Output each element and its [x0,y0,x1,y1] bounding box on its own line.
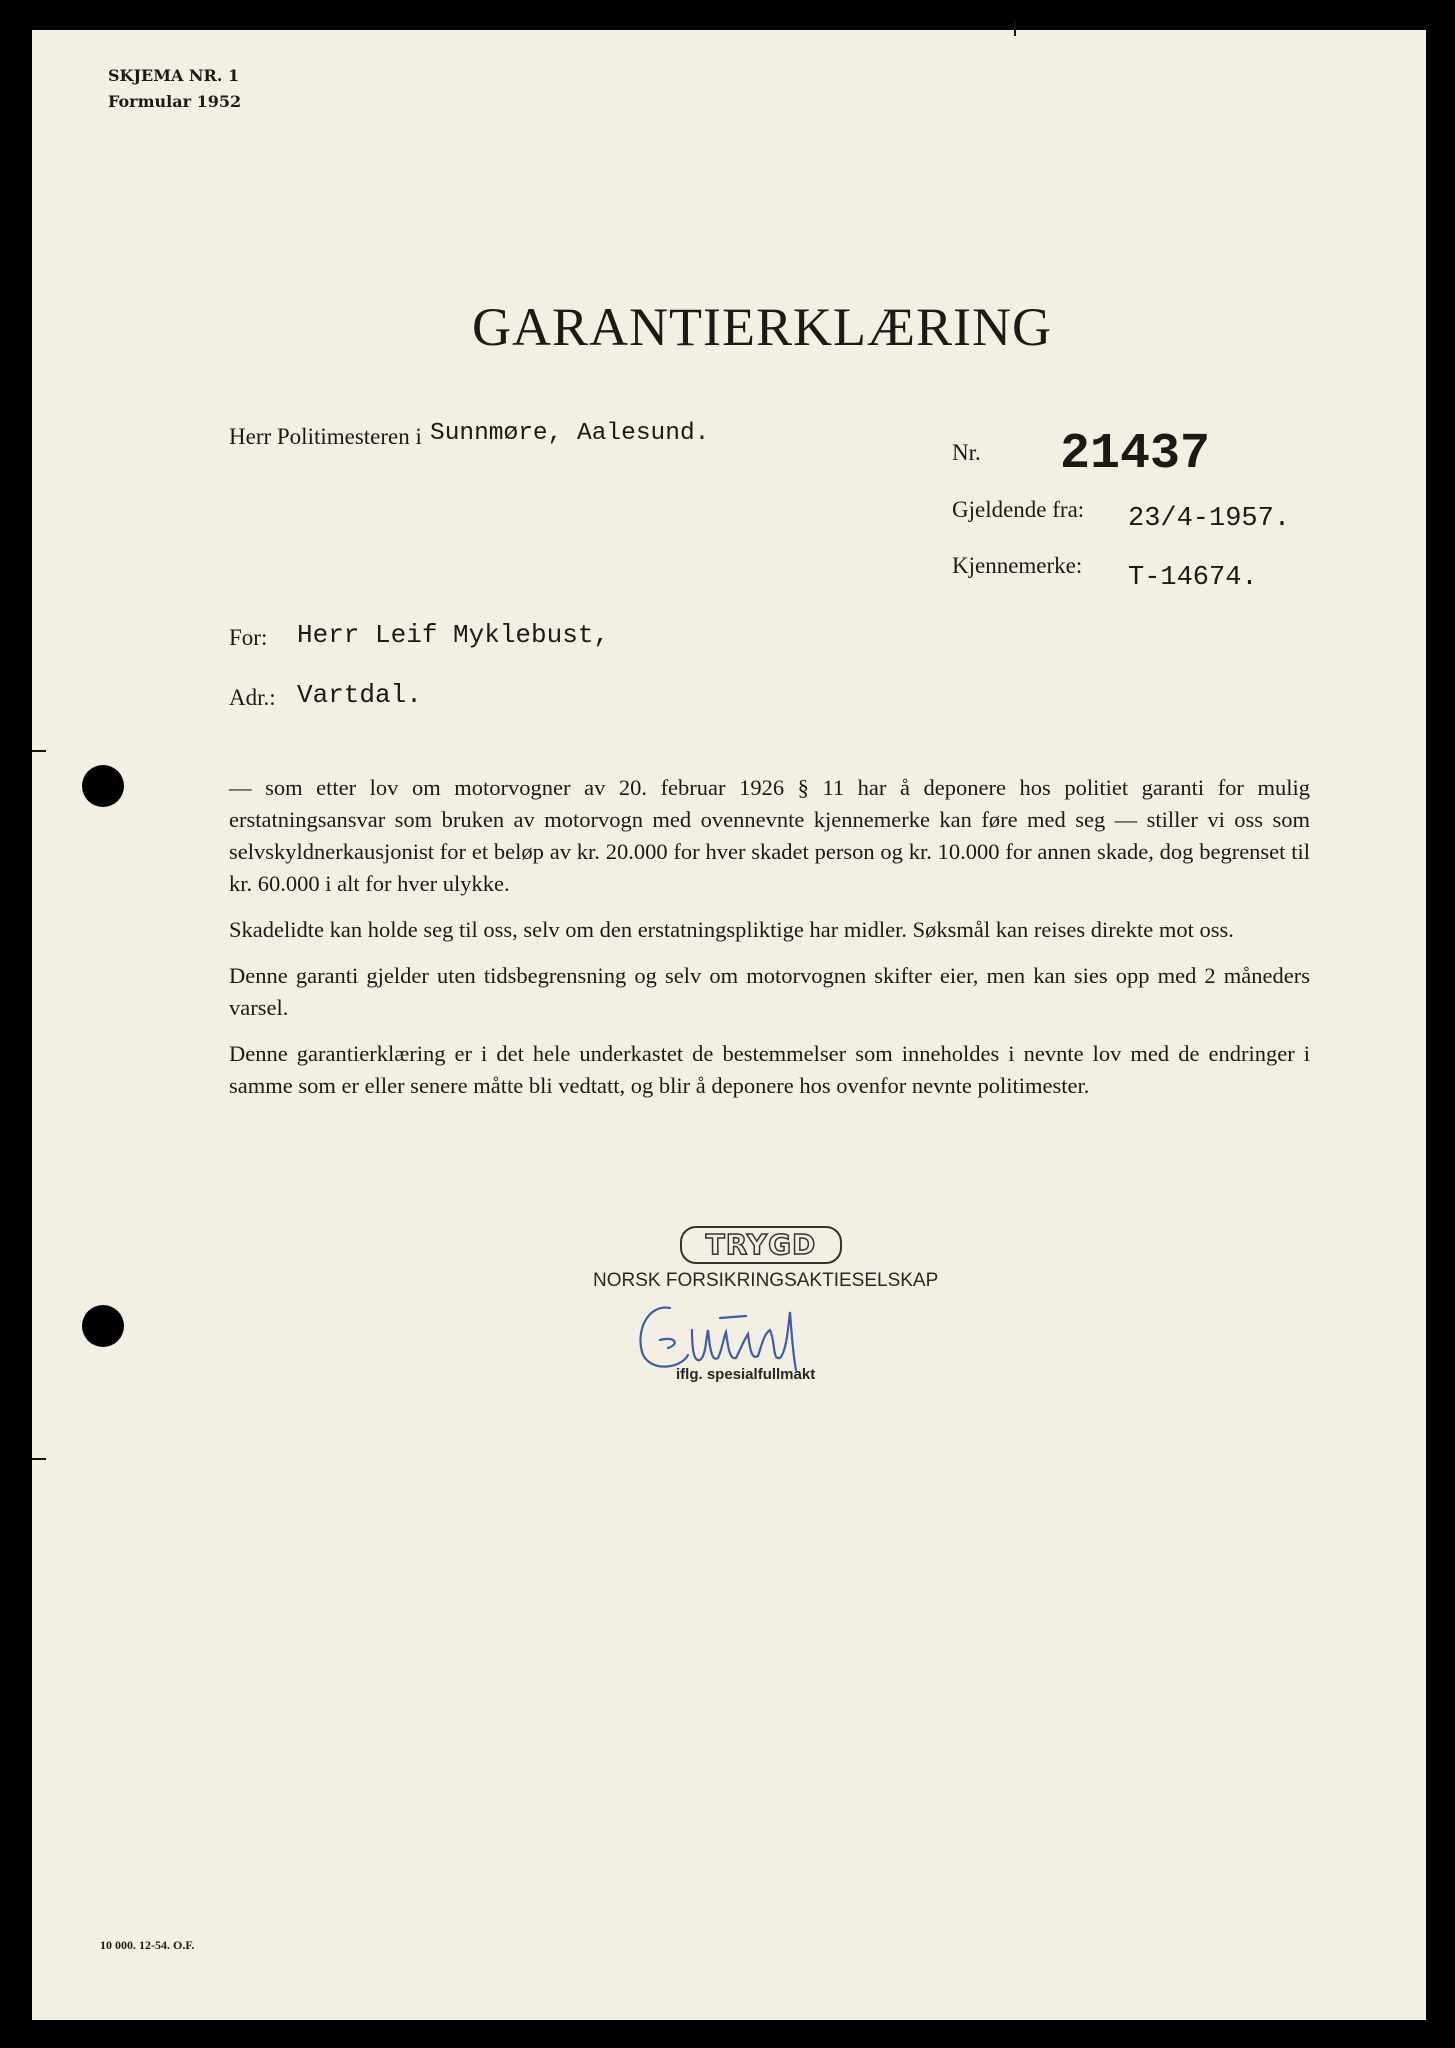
paragraph: Skadelidte kan holde seg til oss, selv om den erstatningspliktige har midler. Søksmål kan reises direkte mot oss. [229,917,1234,942]
margin-mark [32,750,46,752]
margin-mark [32,1458,46,1460]
recipient-label: Herr Politimesteren i [229,424,422,449]
punch-hole [82,765,124,807]
authority-note: iflg. spesialfullmakt [676,1366,816,1383]
for-label: For: [229,625,268,650]
print-code: 10 000. 12-54. O.F. [100,1938,195,1952]
address-label: Adr.: [229,685,276,710]
edge-mark [1014,20,1016,36]
recipient-value: Sunnmøre, Aalesund. [430,420,710,447]
nr-label: Nr. [952,440,981,465]
document-title: GARANTIERKLÆRING [472,297,1052,357]
valid-from-label: Gjeldende fra: [952,497,1085,522]
form-formular: Formular 1952 [108,92,242,111]
for-value: Herr Leif Myklebust, [297,620,610,650]
paragraph: Denne garantierklæring er i det hele underkastet de bestemmelser som inneholdes i nevnte lov med de endringer i samme som er eller senere måtte bli vedtatt, og blir å deponere hos ovenfor nevnte politimester. [229,1041,1310,1098]
plate-value: T-14674. [1128,563,1258,593]
form-scheme: SKJEMA NR. 1 [108,66,240,85]
plate-label: Kjennemerke: [952,553,1083,578]
paragraph: Denne garanti gjelder uten tidsbegrensning og selv om motorvognen skifter eier, men kan sies opp med 2 måneders varsel. [229,963,1310,1020]
paragraph: — som etter lov om motorvogner av 20. februar 1926 § 11 har å deponere hos politiet garanti for mulig erstatningsansvar som bruken av motorvogn med ovennevnte kjennemerke kan føre med seg — stiller vi oss som selvskyldnerkausjonist for et beløp av kr. 20.000 for hver skadet person og kr. 10.000 for annen skade, dog begrenset til kr. 60.000 i alt for hver ulykke. [229,775,1310,896]
valid-from-value: 23/4-1957. [1128,504,1291,534]
punch-hole [82,1305,124,1347]
nr-value: 21437 [1060,426,1211,483]
body-text [229,772,1310,1116]
trygd-logo: TRYGD [680,1226,842,1264]
company-name: NORSK FORSIKRINGSAKTIESELSKAP [593,1270,939,1291]
address-value: Vartdal. [297,680,422,710]
